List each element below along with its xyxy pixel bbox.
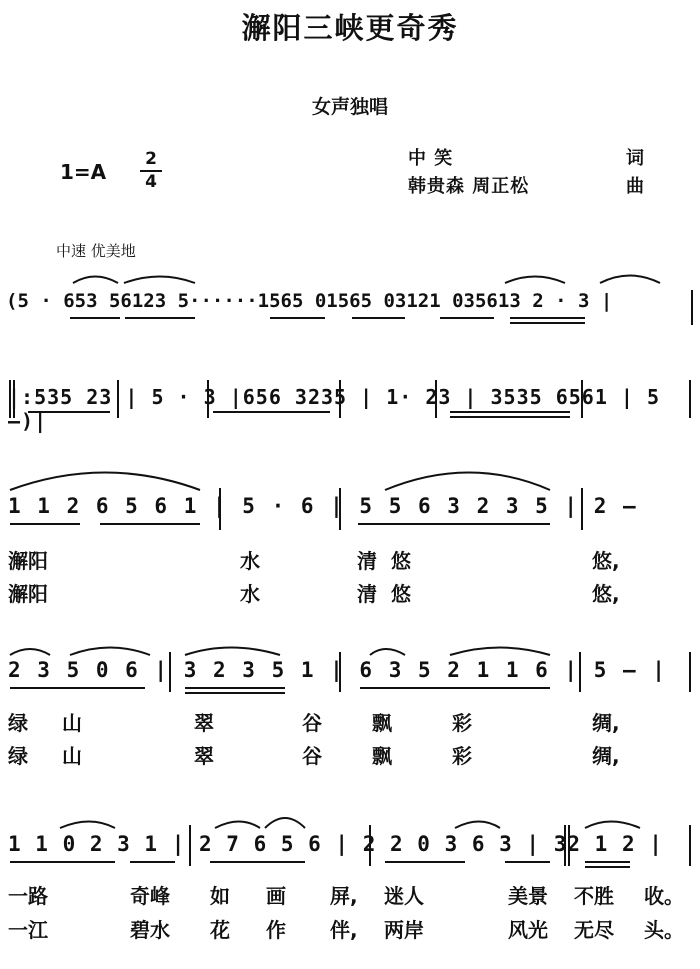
lyric-l5-v1-8: 不胜 [574, 884, 614, 908]
tempo-marking: 中速 优美地 [56, 242, 136, 260]
notation-line-5-text: 1 1 0 2 3 1 | 2 7 6 5 6 | 2 2 0 3 6 3 | 32 1 2 | [8, 832, 663, 856]
slur-mark [265, 818, 305, 828]
lyric-l4-v1-2: 山 [62, 711, 82, 735]
lyric-l4-v2-1: 绿 [8, 744, 28, 768]
lyric-l5-v2-9: 头。 [644, 918, 684, 942]
notation-line-4-text: 2 3 5 0 6 | 3 2 3 5 1 | 6 3 5 2 1 1 6 | 5 – | [8, 658, 667, 682]
slur-mark [124, 277, 195, 284]
lyric-l5-v2-6: 两岸 [384, 918, 424, 942]
lyric-l3-v2-3: 清悠 [357, 582, 425, 606]
slur-mark [60, 822, 115, 829]
lyric-l4-v1-4: 谷 [302, 711, 322, 735]
lyric-l4-v2-2: 山 [62, 744, 82, 768]
lyric-l5-v1-9: 收。 [644, 884, 684, 908]
composer-names: 韩贵森 周正松 [408, 176, 530, 197]
lyric-l5-v2-7: 风光 [508, 918, 548, 942]
time-signature-denominator: 4 [145, 172, 157, 192]
lyric-l5-v1-5: 屏, [330, 884, 358, 908]
slur-mark [215, 822, 260, 829]
lyric-l5-v1-6: 迷人 [384, 884, 424, 908]
slur-mark [370, 649, 405, 655]
slur-mark [600, 276, 660, 284]
lyric-l5-v1-4: 画 [266, 884, 286, 908]
lyric-l3-v2-2: 水 [240, 582, 260, 606]
performance-type: 女声独唱 [311, 96, 388, 118]
slur-mark [585, 822, 640, 829]
lyric-l5-v2-4: 作 [266, 918, 286, 942]
lyric-l4-v2-7: 绸, [592, 744, 620, 768]
lyric-l4-v1-5: 飘 [372, 711, 392, 735]
slur-mark [505, 277, 565, 284]
lyric-l4-v2-6: 彩 [452, 744, 472, 768]
slur-mark [185, 648, 280, 656]
lyric-l5-v1-3: 如 [210, 884, 230, 908]
lyric-l5-v1-2: 奇峰 [130, 884, 170, 908]
lyric-l3-v1-1: 澥阳 [8, 549, 48, 573]
lyric-l4-v1-1: 绿 [8, 711, 28, 735]
lyric-l4-v2-4: 谷 [302, 744, 322, 768]
slur-mark [450, 648, 550, 656]
lyric-l4-v1-6: 彩 [452, 711, 472, 735]
lyric-l3-v1-3: 清悠 [357, 549, 425, 573]
slur-mark [10, 649, 50, 655]
lyric-l3-v1-4: 悠, [592, 549, 620, 573]
lyric-l5-v2-5: 伴, [330, 918, 358, 942]
lyric-l4-v2-3: 翠 [194, 744, 214, 768]
lyric-l5-v2-3: 花 [210, 918, 230, 942]
notation-line-3-text: 1 1 2 6 5 6 1 | 5 · 6 | 5 5 6 3 2 3 5 | 2 – [8, 494, 638, 518]
notation-line-2-text: |:535 23 | 5 · 3 |656 3235 | 1· 23 | 3535 6561 | 5 –)| [8, 385, 661, 433]
lyric-l4-v1-7: 绸, [592, 711, 620, 735]
lyric-l5-v1-1: 一路 [8, 884, 48, 908]
notation-line-1-text: (5 · 653 56123 5······1565 01565 03121 035613 2 · 3 | [6, 290, 613, 312]
slur-mark [10, 473, 200, 491]
lyric-l5-v2-2: 碧水 [130, 918, 170, 942]
composer-role: 曲 [626, 176, 644, 197]
lyric-l3-v1-2: 水 [240, 549, 260, 573]
lyric-l5-v1-7: 美景 [508, 884, 548, 908]
song-title: 澥阳三峡更奇秀 [241, 11, 459, 45]
lyricist-role: 词 [626, 148, 644, 169]
lyricist-name: 中 笑 [408, 148, 454, 169]
lyric-l3-v2-4: 悠, [592, 582, 620, 606]
lyric-l3-v2-1: 澥阳 [8, 582, 48, 606]
lyric-l5-v2-8: 无尽 [574, 918, 614, 942]
time-signature-numerator: 2 [145, 149, 157, 169]
key-signature: 1=A [60, 160, 107, 184]
slur-mark [455, 822, 500, 829]
slur-mark [73, 277, 118, 284]
slur-mark [385, 473, 550, 491]
lyric-l5-v2-1: 一江 [8, 918, 48, 942]
lyric-l4-v2-5: 飘 [372, 744, 392, 768]
slur-mark [70, 648, 150, 656]
lyric-l4-v1-3: 翠 [194, 711, 214, 735]
